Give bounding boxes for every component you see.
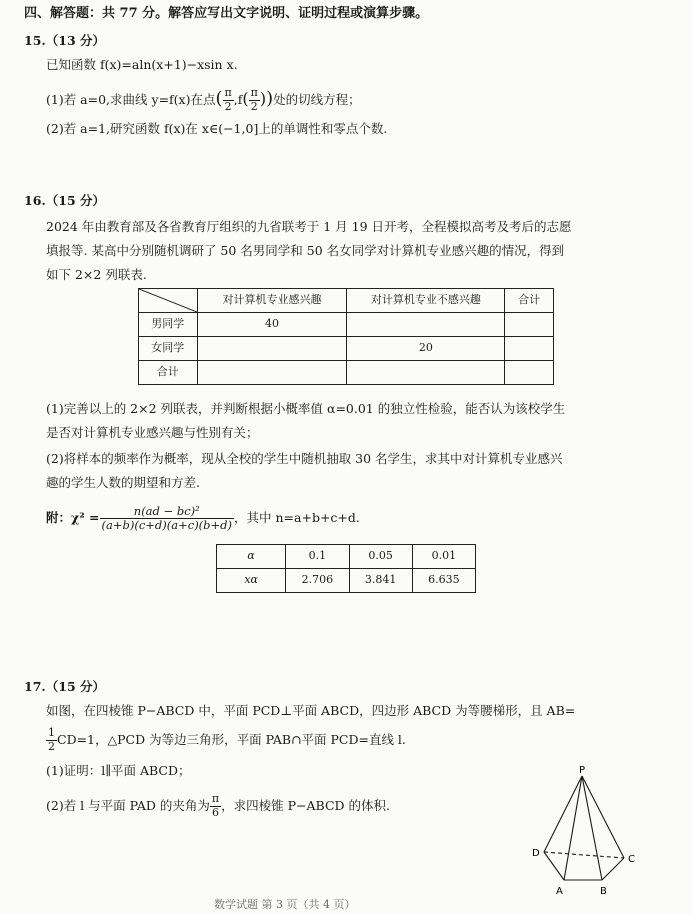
q17-angle-num: π [211, 792, 220, 806]
label-A: A [556, 886, 563, 897]
q17-line2-rest: CD=1，△PCD 为等边三角形，平面 PAB∩平面 PCD=直线 l. [57, 732, 406, 747]
table-cell: 合计 [139, 361, 198, 385]
table-cell: 3.841 [349, 569, 412, 593]
table-row [217, 545, 476, 569]
table-cell: 男同学 [139, 313, 198, 337]
formula-denominator: (a+b)(c+d)(a+c)(b+d) [101, 518, 233, 532]
table-cell [347, 313, 505, 337]
table-cell: α [217, 545, 286, 569]
q16-part2-b: 趣的学生人数的期望和方差. [46, 475, 200, 490]
q15-frac-1 [223, 87, 234, 113]
q16-part2-a: (2)将样本的频率作为概率，现从全校的学生中随机抽取 30 名学生，求其中对计算机专业感兴 [46, 451, 563, 466]
page-footer: 数学试题 第 3 页（共 4 页） [214, 898, 356, 911]
table-header: 合计 [505, 289, 554, 313]
q16-formula [46, 500, 360, 536]
q17-part2-post: ，求四棱锥 P−ABCD 的体积. [221, 798, 390, 813]
table-cell [505, 313, 554, 337]
table-row [139, 337, 554, 361]
table-cell [197, 361, 347, 385]
table-row [139, 361, 554, 385]
label-B: B [600, 886, 607, 897]
label-P: P [579, 765, 586, 776]
q17-line2 [46, 724, 406, 756]
edge-DA [544, 852, 564, 880]
q15-paren-close: ) [266, 88, 274, 109]
q15-part1-pre: (1)若 a=0,求曲线 y=f(x)在点 [46, 92, 216, 107]
formula-numerator: n(ad − bc)² [100, 505, 234, 519]
q15-number: 15.（13 分） [24, 33, 105, 48]
label-D: D [532, 848, 540, 859]
edge-PB [582, 776, 602, 880]
q17-line1: 如图，在四棱锥 P−ABCD 中，平面 PCD⊥平面 ABCD，四边形 ABCD 为等腰梯形，且 AB= [46, 703, 576, 718]
edge-DC-hidden [544, 852, 624, 858]
table-diagonal-cell [139, 289, 198, 313]
table-cell: 女同学 [139, 337, 198, 361]
q17-number: 17.（15 分） [24, 679, 105, 694]
chi-square-fraction [100, 505, 234, 532]
q16-part1-b: 是否对计算机专业感兴趣与性别有关； [46, 425, 259, 440]
q17-half-den: 2 [48, 740, 55, 753]
q17-half-num: 1 [48, 726, 55, 740]
table-cell [347, 361, 505, 385]
q16-line2: 填报等. 某高中分别随机调研了 50 名男同学和 50 名女同学对计算机专业感兴趣的情况，得到 [46, 243, 565, 258]
table-cell: 0.05 [349, 545, 412, 569]
table-cell: 40 [197, 313, 347, 337]
table-row [139, 313, 554, 337]
edge-PC [582, 776, 624, 858]
diagonal-line [139, 289, 197, 312]
table-cell: 20 [347, 337, 505, 361]
table-cell [505, 361, 554, 385]
formula-label: 附：χ² = [46, 510, 100, 525]
formula-tail: ，其中 n=a+b+c+d. [234, 510, 360, 525]
edge-BC [602, 858, 624, 880]
q16-number: 16.（15 分） [24, 193, 105, 208]
edge-PD [544, 776, 582, 852]
table-cell: 0.01 [412, 545, 475, 569]
q15-comma-f: ,f [233, 92, 243, 107]
table-cell: 0.1 [286, 545, 349, 569]
q15-part2: (2)若 a=1,研究函数 f(x)在 x∈(−1,0]上的单调性和零点个数. [46, 121, 388, 136]
q16-part1-a: (1)完善以上的 2×2 列联表，并判断根据小概率值 α=0.01 的独立性检验，能否认为该校学生 [46, 401, 566, 416]
pyramid-figure [520, 764, 650, 900]
q15-paren-open: ( [215, 88, 223, 109]
q15-part1: (1)若 a=0,求曲线 y=f(x)在点( $\frac{\pi}{2}$ ,f( $\frac{\pi}{2}$ ))处的切线方程； [46, 86, 361, 113]
q15-frac-1-den: 2 [224, 100, 232, 113]
q17-part2 [46, 790, 390, 822]
table-cell: 2.706 [286, 569, 349, 593]
table-header-row [139, 289, 554, 313]
q15-frac-2-num: π [250, 86, 258, 100]
q17-half-fraction [46, 727, 57, 753]
q15-stem: 已知函数 f(x)=aln(x+1)−xsin x. [46, 57, 238, 72]
table-cell [197, 337, 347, 361]
table-cell: 6.635 [412, 569, 475, 593]
q17-angle-fraction [210, 793, 221, 819]
q15-frac-2-den: 2 [250, 100, 258, 113]
q15-part1-post: 处的切线方程； [273, 92, 361, 107]
q17-part2-pre: (2)若 l 与平面 PAD 的夹角为 [46, 798, 210, 813]
q16-line1: 2024 年由教育部及各省教育厅组织的九省联考于 1 月 19 日开考，全程模拟高考及考后的志愿 [46, 219, 572, 234]
q17-angle-den: 6 [212, 806, 220, 819]
contingency-table [138, 288, 554, 385]
label-C: C [628, 854, 635, 865]
critical-value-table [216, 544, 476, 593]
edge-PA [564, 776, 582, 880]
table-cell: xα [217, 569, 286, 593]
table-row [217, 569, 476, 593]
table-header: 对计算机专业不感兴趣 [347, 289, 505, 313]
section-header: 四、解答题：共 77 分。解答应写出文字说明、证明过程或演算步骤。 [24, 6, 429, 21]
q15-frac-2 [249, 87, 260, 113]
q15-frac-1-num: π [224, 86, 232, 100]
table-header: 对计算机专业感兴趣 [197, 289, 347, 313]
q17-part1: (1)证明：l∥平面 ABCD； [46, 763, 191, 778]
q16-line3: 如下 2×2 列联表. [46, 267, 147, 282]
table-cell [505, 337, 554, 361]
